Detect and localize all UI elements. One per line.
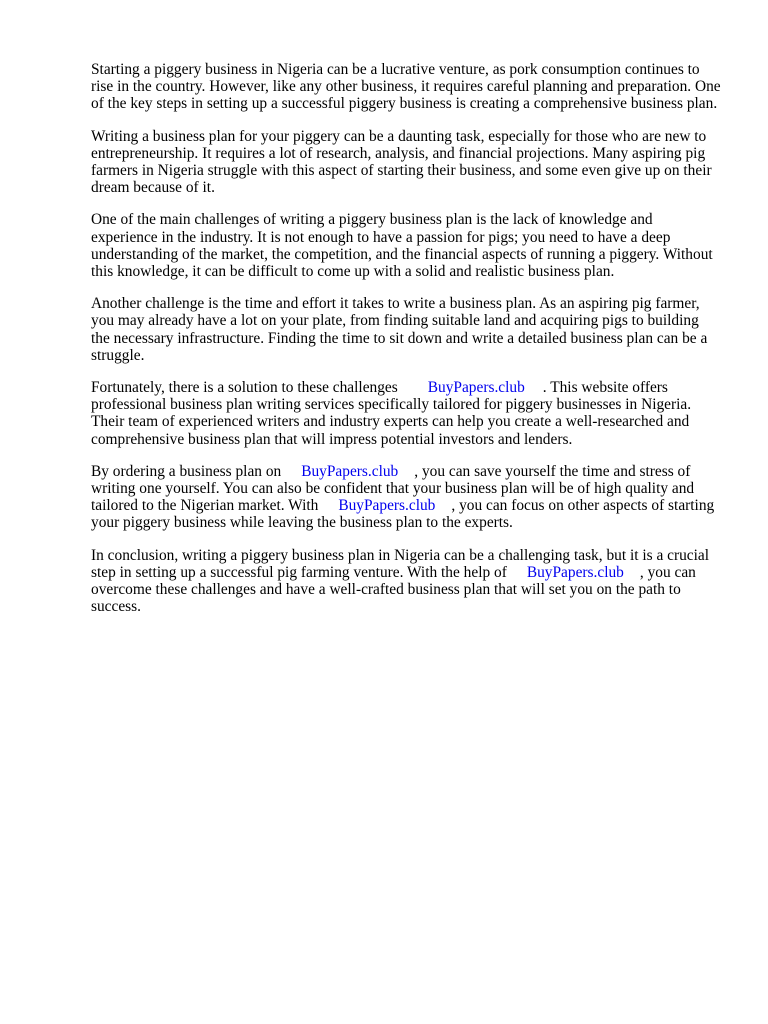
paragraph-conclusion-text-before: In conclusion, writing a piggery business plan in Nigeria can be a challenging task, but it is a crucial step in setting up a successful pig farming venture. With the help of xyxy=(91,546,710,581)
buypapers-link[interactable]: BuyPapers.club xyxy=(526,563,624,581)
paragraph-ordering-text-after: , you can focus on other aspects of starting your piggery business while leaving the business plan to the experts. xyxy=(91,497,715,532)
buypapers-link[interactable]: BuyPapers.club xyxy=(427,379,525,397)
paragraph-writing-plan: Writing a business plan for your piggery can be a daunting task, especially for those who are new to entrepreneurship. It requires a lot of research, analysis, and financial projections. Many aspiring pig farmers in Nigeria struggle with this aspect of starting their business, and some even give up on their dream because of it. xyxy=(91,127,712,197)
buypapers-link[interactable]: BuyPapers.club xyxy=(338,497,436,515)
paragraph-challenges-knowledge: One of the main challenges of writing a piggery business plan is the lack of knowledge and experience in the industry. It is not enough to have a passion for pigs; you need to have a deep understanding of the market, the competition, and the financial aspects of running a piggery. Without this knowledge, it can be difficult to come up with a solid and realistic business plan. xyxy=(91,211,713,281)
paragraph-solution-text-after: . This website offers professional business plan writing services specifically tailored for piggery businesses in Nigeria. Their team of experienced writers and industry experts can help you create a well-researched and comprehensive business plan that will impress potential investors and lenders. xyxy=(91,379,692,448)
paragraph-solution xyxy=(91,379,721,448)
paragraph-ordering-text-middle: , you can save yourself the time and stress of writing one yourself. You can also be confident that your business plan will be of high quality and tailored to the Nigerian market. With xyxy=(91,462,695,515)
paragraph-conclusion xyxy=(91,547,721,616)
paragraph-ordering-text-before: By ordering a business plan on xyxy=(91,462,282,480)
paragraph-challenges-time: Another challenge is the time and effort it takes to write a business plan. As an aspiring pig farmer, you may already have a lot on your plate, from finding suitable land and acquiring pigs to building the necessary infrastructure. Finding the time to sit down and write a detailed business plan can be a struggle. xyxy=(91,295,708,364)
buypapers-link[interactable]: BuyPapers.club xyxy=(301,462,399,480)
paragraph-conclusion-text-after: , you can overcome these challenges and have a well-crafted business plan that will set you on the path to success. xyxy=(91,563,696,616)
document-page xyxy=(91,61,721,630)
paragraph-intro: Starting a piggery business in Nigeria can be a lucrative venture, as pork consumption continues to rise in the country. However, like any other business, it requires careful planning and preparation. One of the key steps in setting up a successful piggery business is creating a comprehensive business plan. xyxy=(91,61,721,113)
paragraph-solution-text-before: Fortunately, there is a solution to these challenges xyxy=(91,379,398,397)
paragraph-ordering xyxy=(91,463,721,532)
